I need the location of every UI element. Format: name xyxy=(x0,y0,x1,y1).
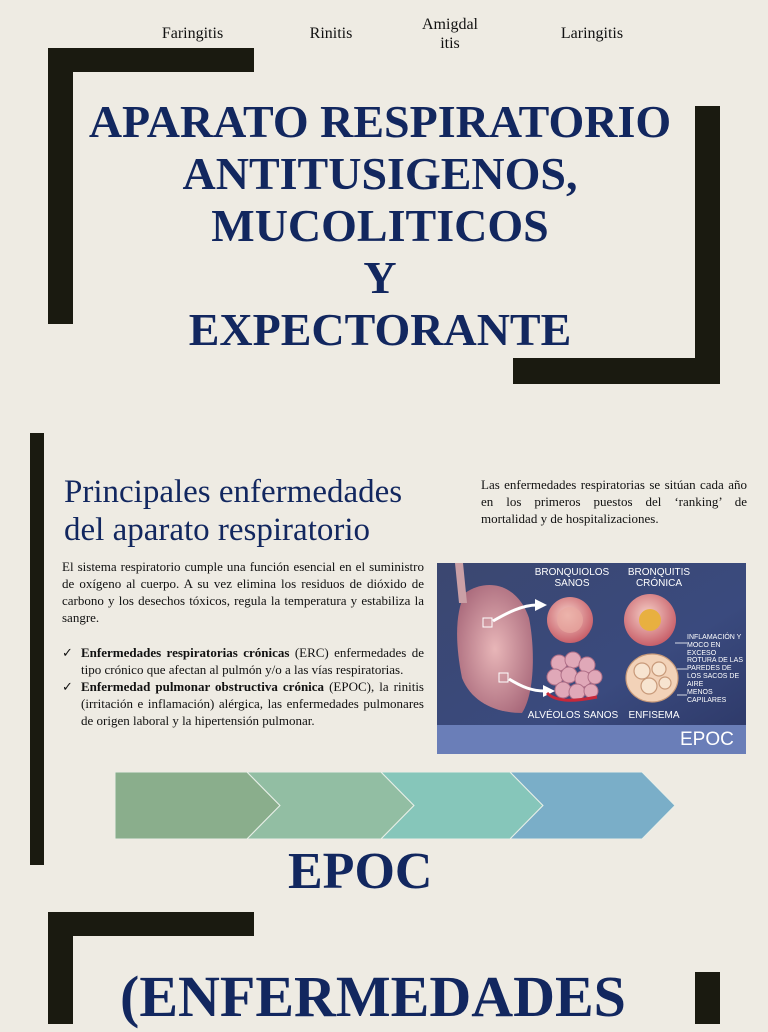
slide-title xyxy=(60,96,700,356)
next-slide-frame-right-vertical xyxy=(695,972,720,1024)
heading-line: Principales enfermedades xyxy=(64,474,403,510)
bullet-text: (EPOC), la rinitis (irritación e inflamación) alérgica, las enfermedades pulmonares de origen laboral y la hipertensión pulmonar. xyxy=(81,679,424,728)
label-bronquitis: BRONQUITIS CRÓNICA xyxy=(627,567,691,589)
emphysema-alveoli xyxy=(626,654,678,702)
title-line: EXPECTORANTE xyxy=(188,304,572,355)
process-step-label: Rinitis xyxy=(309,25,353,42)
process-step-label: Faringitis xyxy=(161,25,224,42)
label-enfisema: ENFISEMA xyxy=(628,710,680,721)
note-rotura: ROTURA DE LAS PAREDES DE LOS SACOS DE AIRE xyxy=(687,657,744,688)
next-slide-title-epoc: EPOC xyxy=(288,843,433,900)
chevron-process xyxy=(115,772,675,839)
note-capilares: MENOS CAPILARES xyxy=(687,689,727,704)
bullet-list xyxy=(62,644,424,729)
bullet-bold: Enfermedades respiratorias crónicas xyxy=(81,645,290,660)
note-inflamacion: INFLAMACIÓN Y MOCO EN EXCESO xyxy=(687,634,742,657)
process-step-label: Laringitis xyxy=(560,25,624,42)
bullet-item xyxy=(62,678,424,729)
chevron-shape xyxy=(115,772,280,839)
title-line: ANTITUSIGENOS, xyxy=(182,148,578,199)
epoc-badge: EPOC xyxy=(680,729,734,750)
section-heading xyxy=(64,473,464,549)
label-alveolos: ALVÉOLOS SANOS xyxy=(527,710,619,721)
frame-corner-bottom-right-horizontal xyxy=(513,358,720,384)
body-text: El sistema respiratorio cumple una función esencial en el suministro de oxígeno al cuerpo. A su vez elimina los residuos de dióxido de carbono y los desechos tóxicos, regula la temperatura y estabiliza la sangre. xyxy=(62,559,424,625)
bullet-item xyxy=(62,644,424,678)
slide-left-accent-bar xyxy=(30,433,44,865)
checkmark-icon: ✓ xyxy=(62,645,73,660)
title-line: APARATO RESPIRATORIO xyxy=(88,96,672,147)
healthy-bronchiole-lumen xyxy=(557,607,583,633)
checkmark-icon: ✓ xyxy=(62,679,73,694)
title-line: MUCOLITICOS xyxy=(211,200,549,251)
bronchitis-lumen xyxy=(639,609,661,631)
next-slide-frame-horizontal xyxy=(48,912,254,936)
title-line: Y xyxy=(363,252,397,303)
next-slide-title-enfermedades: (ENFERMEDADES xyxy=(120,964,626,1029)
bullet-text: (ERC) enfermedades de tipo crónico que afectan al pulmón y/o a las vías respiratorias. xyxy=(81,645,425,677)
label-bronquiolos: BRONQUIOLOS SANOS xyxy=(534,567,610,589)
statistics-text: Las enfermedades respiratorias se sitúan cada año en los primeros puestos del ‘ranking’ de mortalidad y de hospitalizaciones. xyxy=(481,477,747,526)
heading-line: del aparato respiratorio xyxy=(64,512,371,548)
process-step-label: Amigdalitis xyxy=(422,15,478,52)
bullet-bold: Enfermedad pulmonar obstructiva crónica xyxy=(81,679,325,694)
next-slide-frame-vertical xyxy=(48,912,73,1024)
